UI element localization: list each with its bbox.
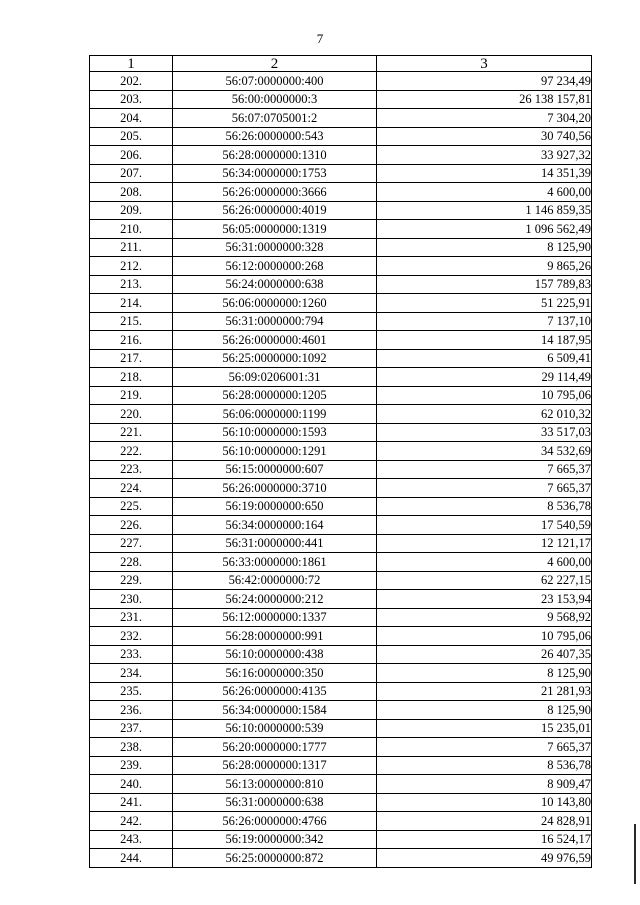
value-cell: 8 125,90 (377, 664, 592, 683)
cadastral-number-cell: 56:10:0000000:438 (173, 645, 377, 664)
value-cell: 8 536,78 (377, 756, 592, 775)
value-cell: 7 304,20 (377, 109, 592, 128)
row-number-cell: 232. (90, 627, 173, 646)
table-row (90, 719, 592, 738)
value-cell: 10 795,06 (377, 627, 592, 646)
table-row (90, 812, 592, 831)
table-row (90, 460, 592, 479)
cadastral-number-cell: 56:31:0000000:638 (173, 793, 377, 812)
row-number-cell: 244. (90, 849, 173, 868)
row-number-cell: 225. (90, 497, 173, 516)
row-number-cell: 237. (90, 719, 173, 738)
row-number-cell: 243. (90, 830, 173, 849)
cadastral-number-cell: 56:19:0000000:650 (173, 497, 377, 516)
row-number-cell: 226. (90, 516, 173, 535)
cadastral-number-cell: 56:26:0000000:4601 (173, 331, 377, 350)
cadastral-number-cell: 56:34:0000000:1753 (173, 164, 377, 183)
value-cell: 7 665,37 (377, 460, 592, 479)
row-number-cell: 239. (90, 756, 173, 775)
cadastral-number-cell: 56:28:0000000:1317 (173, 756, 377, 775)
table-row (90, 793, 592, 812)
cadastral-number-cell: 56:05:0000000:1319 (173, 220, 377, 239)
row-number-cell: 213. (90, 275, 173, 294)
header-row (90, 56, 592, 72)
cadastral-number-cell: 56:16:0000000:350 (173, 664, 377, 683)
column-header-1: 1 (90, 56, 173, 72)
value-cell: 8 909,47 (377, 775, 592, 794)
table-row (90, 405, 592, 424)
table-row (90, 164, 592, 183)
table-row (90, 331, 592, 350)
column-header-3: 3 (377, 56, 592, 72)
table-row (90, 682, 592, 701)
row-number-cell: 234. (90, 664, 173, 683)
cadastral-number-cell: 56:33:0000000:1861 (173, 553, 377, 572)
cadastral-number-cell: 56:13:0000000:810 (173, 775, 377, 794)
value-cell: 12 121,17 (377, 534, 592, 553)
table-row (90, 553, 592, 572)
table-row (90, 183, 592, 202)
scan-edge-mark (634, 824, 636, 884)
row-number-cell: 207. (90, 164, 173, 183)
table-row (90, 849, 592, 868)
cadastral-number-cell: 56:24:0000000:638 (173, 275, 377, 294)
table-row (90, 257, 592, 276)
value-cell: 10 795,06 (377, 386, 592, 405)
value-cell: 33 927,32 (377, 146, 592, 165)
row-number-cell: 242. (90, 812, 173, 831)
table-row (90, 368, 592, 387)
cadastral-number-cell: 56:10:0000000:1291 (173, 442, 377, 461)
cadastral-number-cell: 56:26:0000000:4019 (173, 201, 377, 220)
value-cell: 7 665,37 (377, 738, 592, 757)
table-row (90, 645, 592, 664)
cadastral-number-cell: 56:31:0000000:441 (173, 534, 377, 553)
row-number-cell: 220. (90, 405, 173, 424)
table-row (90, 756, 592, 775)
cadastral-number-cell: 56:25:0000000:872 (173, 849, 377, 868)
cadastral-number-cell: 56:31:0000000:794 (173, 312, 377, 331)
value-cell: 62 010,32 (377, 405, 592, 424)
cadastral-number-cell: 56:34:0000000:164 (173, 516, 377, 535)
table-row (90, 238, 592, 257)
table-row (90, 90, 592, 109)
row-number-cell: 229. (90, 571, 173, 590)
row-number-cell: 216. (90, 331, 173, 350)
row-number-cell: 224. (90, 479, 173, 498)
table-row (90, 349, 592, 368)
cadastral-number-cell: 56:10:0000000:539 (173, 719, 377, 738)
cadastral-number-cell: 56:00:0000000:3 (173, 90, 377, 109)
row-number-cell: 236. (90, 701, 173, 720)
value-cell: 9 865,26 (377, 257, 592, 276)
value-cell: 29 114,49 (377, 368, 592, 387)
cadastral-number-cell: 56:15:0000000:607 (173, 460, 377, 479)
value-cell: 157 789,83 (377, 275, 592, 294)
table-row (90, 701, 592, 720)
value-cell: 7 665,37 (377, 479, 592, 498)
table-row (90, 571, 592, 590)
cadastral-number-cell: 56:26:0000000:3710 (173, 479, 377, 498)
value-cell: 97 234,49 (377, 72, 592, 91)
value-cell: 49 976,59 (377, 849, 592, 868)
row-number-cell: 214. (90, 294, 173, 313)
table-row (90, 497, 592, 516)
row-number-cell: 204. (90, 109, 173, 128)
value-cell: 23 153,94 (377, 590, 592, 609)
cadastral-number-cell: 56:34:0000000:1584 (173, 701, 377, 720)
table-row (90, 201, 592, 220)
table-header (90, 56, 592, 72)
row-number-cell: 208. (90, 183, 173, 202)
table-row (90, 608, 592, 627)
row-number-cell: 222. (90, 442, 173, 461)
table-row (90, 442, 592, 461)
table-row (90, 294, 592, 313)
cadastral-number-cell: 56:07:0705001:2 (173, 109, 377, 128)
cadastral-number-cell: 56:12:0000000:268 (173, 257, 377, 276)
row-number-cell: 206. (90, 146, 173, 165)
row-number-cell: 219. (90, 386, 173, 405)
cadastral-number-cell: 56:09:0206001:31 (173, 368, 377, 387)
value-cell: 8 536,78 (377, 497, 592, 516)
value-cell: 6 509,41 (377, 349, 592, 368)
table-row (90, 146, 592, 165)
table-row (90, 72, 592, 91)
cadastral-number-cell: 56:12:0000000:1337 (173, 608, 377, 627)
cadastral-number-cell: 56:06:0000000:1199 (173, 405, 377, 424)
row-number-cell: 205. (90, 127, 173, 146)
row-number-cell: 217. (90, 349, 173, 368)
table-row (90, 275, 592, 294)
cadastral-number-cell: 56:20:0000000:1777 (173, 738, 377, 757)
row-number-cell: 215. (90, 312, 173, 331)
row-number-cell: 211. (90, 238, 173, 257)
cadastral-number-cell: 56:24:0000000:212 (173, 590, 377, 609)
row-number-cell: 202. (90, 72, 173, 91)
data-table (89, 55, 592, 868)
table-row (90, 590, 592, 609)
value-cell: 34 532,69 (377, 442, 592, 461)
row-number-cell: 209. (90, 201, 173, 220)
value-cell: 26 138 157,81 (377, 90, 592, 109)
page-number: 7 (316, 31, 324, 46)
value-cell: 15 235,01 (377, 719, 592, 738)
row-number-cell: 231. (90, 608, 173, 627)
table-row (90, 127, 592, 146)
value-cell: 62 227,15 (377, 571, 592, 590)
row-number-cell: 228. (90, 553, 173, 572)
row-number-cell: 210. (90, 220, 173, 239)
value-cell: 16 524,17 (377, 830, 592, 849)
table-row (90, 738, 592, 757)
value-cell: 14 187,95 (377, 331, 592, 350)
column-header-2: 2 (173, 56, 377, 72)
value-cell: 33 517,03 (377, 423, 592, 442)
row-number-cell: 230. (90, 590, 173, 609)
row-number-cell: 235. (90, 682, 173, 701)
value-cell: 1 096 562,49 (377, 220, 592, 239)
value-cell: 4 600,00 (377, 183, 592, 202)
cadastral-number-cell: 56:10:0000000:1593 (173, 423, 377, 442)
row-number-cell: 221. (90, 423, 173, 442)
row-number-cell: 218. (90, 368, 173, 387)
table-row (90, 775, 592, 794)
cadastral-number-cell: 56:31:0000000:328 (173, 238, 377, 257)
row-number-cell: 241. (90, 793, 173, 812)
table-row (90, 830, 592, 849)
cadastral-number-cell: 56:26:0000000:4766 (173, 812, 377, 831)
row-number-cell: 223. (90, 460, 173, 479)
table-row (90, 627, 592, 646)
value-cell: 26 407,35 (377, 645, 592, 664)
value-cell: 30 740,56 (377, 127, 592, 146)
cadastral-number-cell: 56:19:0000000:342 (173, 830, 377, 849)
table-row (90, 516, 592, 535)
table-row (90, 386, 592, 405)
cadastral-number-cell: 56:26:0000000:4135 (173, 682, 377, 701)
value-cell: 1 146 859,35 (377, 201, 592, 220)
value-cell: 17 540,59 (377, 516, 592, 535)
row-number-cell: 227. (90, 534, 173, 553)
value-cell: 21 281,93 (377, 682, 592, 701)
value-cell: 8 125,90 (377, 701, 592, 720)
cadastral-number-cell: 56:07:0000000:400 (173, 72, 377, 91)
value-cell: 9 568,92 (377, 608, 592, 627)
table-row (90, 534, 592, 553)
row-number-cell: 212. (90, 257, 173, 276)
cadastral-number-cell: 56:28:0000000:991 (173, 627, 377, 646)
cadastral-number-cell: 56:26:0000000:3666 (173, 183, 377, 202)
table-row (90, 312, 592, 331)
value-cell: 14 351,39 (377, 164, 592, 183)
table-row (90, 479, 592, 498)
value-cell: 8 125,90 (377, 238, 592, 257)
cadastral-number-cell: 56:28:0000000:1205 (173, 386, 377, 405)
table-row (90, 220, 592, 239)
table-body (90, 72, 592, 868)
value-cell: 10 143,80 (377, 793, 592, 812)
cadastral-number-cell: 56:26:0000000:543 (173, 127, 377, 146)
value-cell: 51 225,91 (377, 294, 592, 313)
row-number-cell: 238. (90, 738, 173, 757)
row-number-cell: 240. (90, 775, 173, 794)
row-number-cell: 233. (90, 645, 173, 664)
table-row (90, 109, 592, 128)
value-cell: 24 828,91 (377, 812, 592, 831)
value-cell: 4 600,00 (377, 553, 592, 572)
cadastral-number-cell: 56:28:0000000:1310 (173, 146, 377, 165)
table-row (90, 423, 592, 442)
cadastral-number-cell: 56:25:0000000:1092 (173, 349, 377, 368)
table-row (90, 664, 592, 683)
value-cell: 7 137,10 (377, 312, 592, 331)
row-number-cell: 203. (90, 90, 173, 109)
cadastral-number-cell: 56:42:0000000:72 (173, 571, 377, 590)
cadastral-number-cell: 56:06:0000000:1260 (173, 294, 377, 313)
